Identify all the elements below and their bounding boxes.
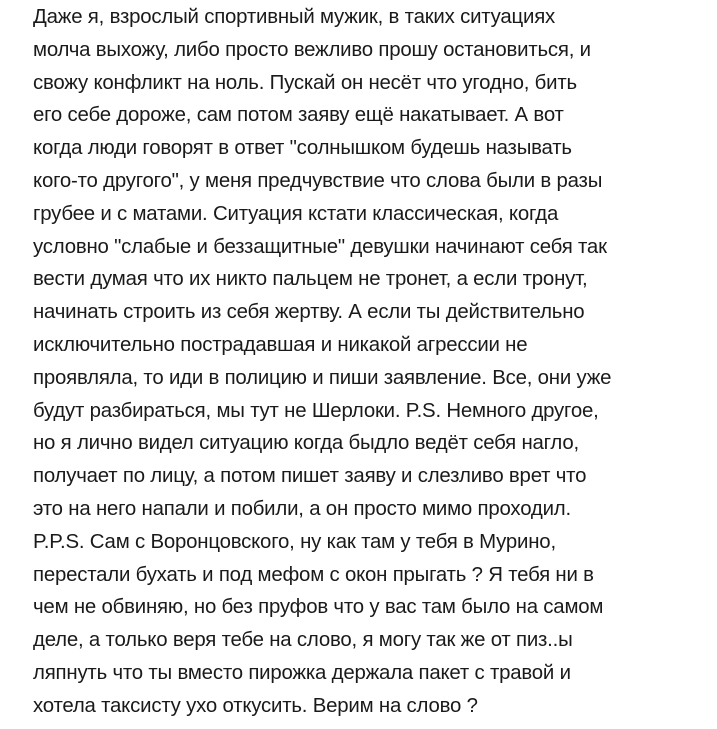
text-line: кого-то другого", у меня предчувствие что слова были в разы: [33, 169, 603, 192]
text-line: P.P.S. Сам с Воронцовского, ну как там у тебя в Мурино,: [33, 530, 556, 553]
text-line: будут разбираться, мы тут не Шерлоки. P.S. Немного другое,: [33, 399, 599, 422]
text-line: проявляла, то иди в полицию и пиши заявление. Все, они уже: [33, 366, 612, 389]
text-line: начинать строить из себя жертву. А если ты действительно: [33, 301, 585, 324]
text-line: когда люди говорят в ответ "солнышком будешь называть: [33, 137, 572, 160]
text-line: молча выхожу, либо просто вежливо прошу остановиться, и: [33, 38, 591, 61]
text-line: Даже я, взрослый спортивный мужик, в таких ситуациях: [33, 6, 556, 28]
text-line: свожу конфликт на ноль. Пускай он несёт что угодно, бить: [33, 71, 577, 94]
text-line: хотела таксисту ухо откусить. Верим на слово ?: [33, 694, 478, 717]
text-line: вести думая что их никто пальцем не тронет, а если тронут,: [33, 268, 588, 291]
post-text: [33, 0, 713, 723]
text-line: грубее и с матами. Ситуация кстати классическая, когда: [33, 202, 559, 225]
text-line: ляпнуть что ты вместо пирожка держала пакет с травой и: [33, 661, 571, 684]
text-line: перестали бухать и под мефом с окон прыгать ? Я тебя ни в: [33, 563, 594, 586]
text-line: это на него напали и побили, а он просто мимо проходил.: [33, 497, 571, 520]
text-line: его себе дороже, сам потом заяву ещё накатывает. А вот: [33, 104, 564, 127]
text-line: условно "слабые и беззащитные" девушки начинают себя так: [33, 235, 607, 258]
text-line: получает по лицу, а потом пишет заяву и слезливо врет что: [33, 465, 587, 488]
text-line: но я лично видел ситуацию когда быдло ведёт себя нагло,: [33, 432, 579, 455]
text-line: исключительно пострадавшая и никакой агрессии не: [33, 333, 528, 356]
text-line: чем не обвиняю, но без пруфов что у вас там было на самом: [33, 596, 604, 619]
text-line: деле, а только веря тебе на слово, я могу так же от пиз..ы: [33, 629, 573, 652]
